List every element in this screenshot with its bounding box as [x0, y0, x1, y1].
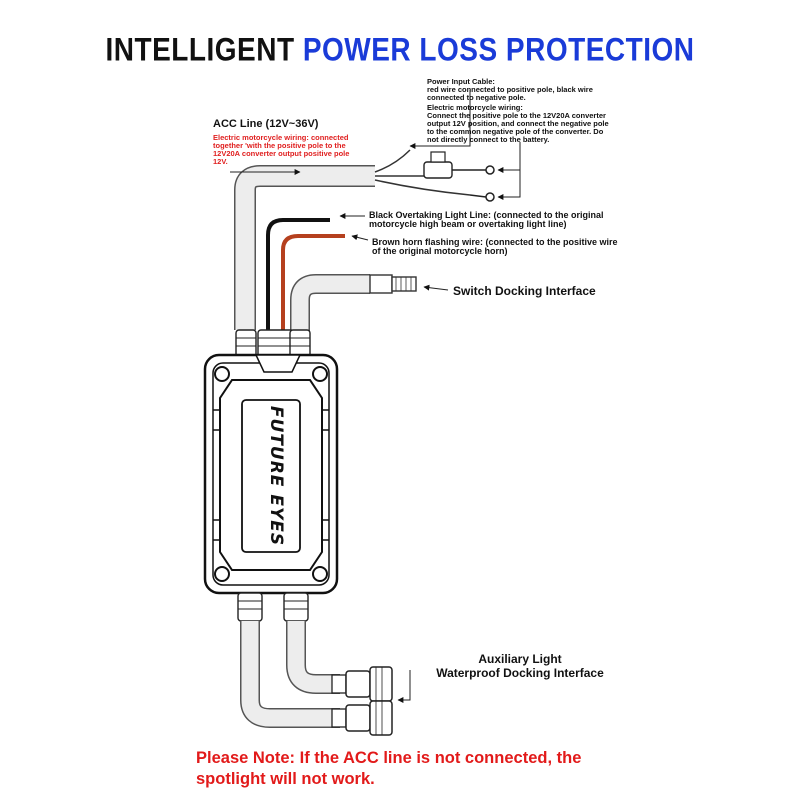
brown-line-label: Brown horn flashing wire: (connected to the positive wire of the original motorcycle horn) — [372, 237, 618, 257]
black-line-label: Black Overtaking Light Line: (connected to the original motorcycle high beam or overtaking light line) — [369, 210, 604, 230]
power-input-text: red wire connected to positive pole, black wire connected to negative pole. — [427, 84, 593, 102]
brown-line-arrow — [352, 236, 368, 240]
acc-text: Electric motorcycle wiring: connected together 'with the positive pole to the 12V20A converter output positive pole 12V. — [213, 133, 350, 166]
warning-note: Please Note: If the ACC line is not connected, the spotlight will not work. — [196, 749, 582, 788]
switch-cable — [300, 275, 416, 345]
emoto-arrow-2 — [498, 170, 520, 197]
switch-interface-label: Switch Docking Interface — [453, 284, 596, 298]
aux-label-line1: Auxiliary Light — [478, 652, 562, 666]
controller-module — [205, 355, 337, 593]
title-part-dark: INTELLIGENT — [105, 31, 295, 68]
aux-label-line2: Waterproof Docking Interface — [436, 666, 604, 681]
acc-heading: ACC Line (12V~36V) — [213, 118, 319, 130]
waterproof-connector-1 — [332, 667, 392, 701]
aux-label — [420, 652, 620, 681]
emoto-heading: Electric motorcycle wiring: — [427, 103, 523, 112]
ring-terminals — [470, 166, 494, 201]
power-input-heading: Power Input Cable: — [427, 77, 495, 86]
aux-arrow — [398, 680, 410, 700]
emoto-text: Connect the positive pole to the 12V20A converter output 12V position, and connect the negative pole to the common negative pole of the converter. Do not directly connect to the battery. — [427, 110, 609, 144]
module-brand: FUTURE EYES — [266, 405, 286, 547]
switch-arrow — [424, 287, 448, 290]
auxiliary-cables — [250, 621, 340, 718]
bottom-strain-reliefs — [238, 593, 308, 621]
fuse-holder — [424, 152, 470, 178]
waterproof-connector-2 — [332, 701, 392, 735]
power-input-label — [427, 78, 617, 102]
emoto-wiring-label — [427, 104, 617, 143]
title-part-blue: POWER LOSS PROTECTION — [302, 31, 695, 68]
emoto-arrow-1 — [498, 142, 520, 170]
